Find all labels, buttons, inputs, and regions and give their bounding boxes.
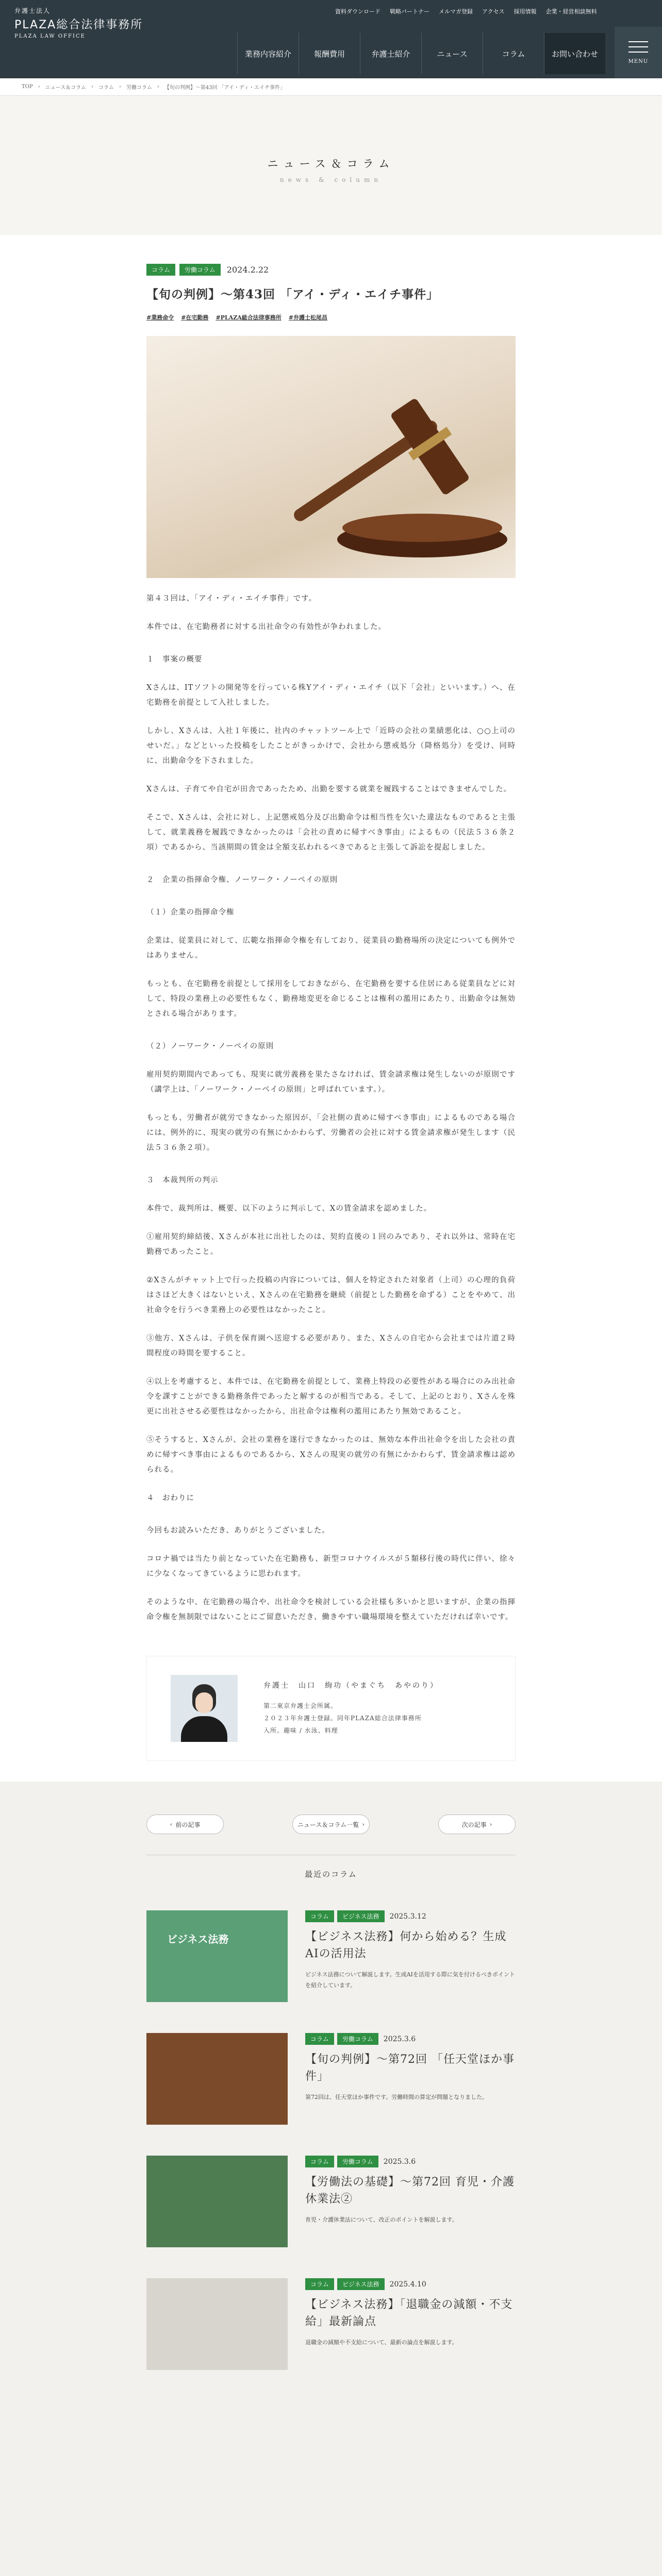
chevron-left-icon: ‹ (170, 1821, 173, 1828)
article-paragraph: ③他方、Xさんは、子供を保育園へ送迎する必要があり、また、Xさんの自宅から会社までは片道２時間程度の時間を要すること。 (146, 1334, 516, 1358)
breadcrumb-item[interactable]: 労働コラム (126, 85, 152, 91)
hashtag-list (146, 313, 516, 321)
hamburger-icon (628, 46, 648, 47)
related-date: 2025.3.6 (383, 2035, 416, 2043)
hashtag-link[interactable]: #弁護士松尾昌 (288, 314, 327, 321)
page-subtitle: news & column (279, 176, 383, 183)
article (0, 235, 662, 1782)
related-thumbnail (146, 1910, 288, 2002)
section-heading: １ 事案の概要 (146, 655, 203, 664)
article-paragraph: そのような中、在宅勤務の場合や、出社命令を検討している会社様も多いかと思いますが、企業の指揮命令権を無制限ではないことにご留意いただき、働きやすい職場環境を整えていただければ幸いです。 (146, 1598, 516, 1621)
category-tag[interactable]: 労働コラム (179, 264, 221, 276)
hashtag-link[interactable]: #業務命令 (146, 314, 174, 321)
related-thumbnail (146, 2033, 288, 2125)
article-paragraph: 第４３回は、「アイ・ディ・エイチ事件」です。 (146, 595, 317, 603)
page-title: ニュース＆コラム (267, 158, 395, 170)
article-title: 【旬の判例】〜第43回 「アイ・ディ・エイチ事件」 (146, 287, 439, 301)
chevron-right-icon: › (362, 1821, 365, 1828)
related-thumbnail (146, 2156, 288, 2247)
related-meta (305, 2278, 516, 2290)
utility-links (335, 7, 597, 15)
author-bio-line: ２０２３年弁護士登録。同年PLAZA総合法律事務所 (263, 1715, 422, 1722)
related-item-title[interactable]: 【旬の判例】〜第72回 「任天堂ほか事件」 (305, 2053, 515, 2083)
chevron-right-icon: › (489, 1821, 492, 1828)
section-heading: ２ 企業の指揮命令権、ノーワーク・ノーペイの原則 (146, 876, 338, 884)
hamburger-icon (628, 52, 648, 53)
category-tag[interactable]: 労働コラム (337, 2156, 378, 2167)
section-heading: （１）企業の指揮命令権 (146, 908, 235, 917)
avatar (171, 1675, 238, 1742)
hashtag-link[interactable]: #在宅勤務 (181, 314, 209, 321)
author-bio-line: 第二東京弁護士会所属。 (263, 1702, 338, 1709)
article-paragraph: もっとも、労働者が就労できなかった原因が、「会社側の責めに帰すべき事由」によるものである場合には、例外的に、現実の就労の有無にかかわらず、労働者の会社に対する賃金請求権が発生します（民法５３６条２項）。 (146, 1114, 516, 1152)
article-paragraph: Xさんは、ITソフトの開発等を行っている株Yアイ・ディ・エイチ（以下「会社」といいます。）へ、在宅勤務を前提として入社しました。 (146, 684, 516, 707)
list-label: ニュース＆コラム一覧 (297, 1821, 359, 1828)
article-paragraph: Xさんは、子育てや自宅が田舎であったため、出勤を要する就業を履践することはできませんでした。 (146, 785, 512, 793)
related-meta (305, 2033, 516, 2045)
top-link-free-consult[interactable]: 企業・経営相談無料 (545, 8, 597, 15)
logo-small-text: 弁護士法人 (14, 7, 51, 14)
category-tag[interactable]: コラム (305, 2156, 334, 2167)
site-logo[interactable] (14, 6, 143, 39)
author-bio-line: 入所。趣味 / 水泳、料理 (263, 1727, 338, 1734)
category-tag[interactable]: コラム (305, 2033, 334, 2045)
prev-article-button[interactable] (146, 1815, 224, 1834)
article-paragraph: コロナ禍では当たり前となっていた在宅勤務も、新型コロナウイルスが５類移行後の時代に伴い、徐々に少なくなってきているように思われます。 (146, 1555, 516, 1578)
author-card (146, 1656, 516, 1761)
prev-label: 前の記事 (175, 1821, 201, 1828)
gavel-block-top (342, 514, 502, 542)
related-title: 最近のコラム (305, 1870, 357, 1879)
nav-news[interactable]: ニュース (421, 33, 483, 74)
section-heading: 今回もお読みいただき、ありがとうございました。 (146, 1527, 330, 1535)
related-date: 2025.3.12 (389, 1912, 426, 1921)
nav-lawyers[interactable]: 弁護士紹介 (360, 33, 421, 74)
related-item-excerpt: 第72回は、任天堂ほか事件です。労働時間の算定が問題となりました。 (305, 2094, 488, 2100)
breadcrumb-item[interactable]: ニュース＆コラム (45, 85, 87, 91)
related-item-excerpt: ビジネス法務について解説します。生成AIを活用する際に気を付けるべきポイントを紹介しています。 (305, 1971, 515, 1989)
article-body (146, 591, 516, 1625)
related-meta (305, 2156, 516, 2167)
article-date: 2024.2.22 (226, 265, 269, 275)
top-link-download[interactable]: 資料ダウンロード (335, 8, 380, 15)
related-date: 2025.4.10 (389, 2280, 426, 2289)
category-tag[interactable]: コラム (146, 264, 175, 276)
related-columns (146, 1855, 516, 2370)
article-paragraph: ④以上を考慮すると、本件では、在宅勤務を前提として、業務上特段の必要性がある場合にのみ出社命令を課すことができる勤務条件であったと解するのが相当である。そして、上記のとおり、Xさんを殊更に出社させる必要性はなかったから、出社命令は権利の濫用にあたり無効であること。 (146, 1378, 516, 1416)
breadcrumb (0, 78, 662, 96)
article-meta (146, 264, 516, 276)
related-item[interactable] (146, 1910, 516, 2002)
article-paragraph: ４ おわりに (146, 1494, 194, 1502)
nav-column[interactable]: コラム (483, 33, 544, 74)
author-name: 弁護士 山口 絢功（やまぐち あやのり） (263, 1682, 439, 1690)
site-header (0, 0, 662, 78)
category-tag[interactable]: ビジネス法務 (337, 2278, 385, 2290)
article-paragraph: 雇用契約期間内であっても、現実に就労義務を果たさなければ、賃金請求権は発生しないのが原則です（講学上は、「ノーワーク・ノーペイの原則」と呼ばれています。）。 (146, 1071, 516, 1094)
article-paragraph: ②Xさんがチャット上で行った投稿の内容については、個人を特定された対象者（上司）の心理的負荷はさほど大きくはないといえ、Xさんの在宅勤務を継続（前提とした勤務を命ずる）ことをやめて、出社命令を行うべき業務上の必要性はなかったこと。 (146, 1276, 516, 1314)
breadcrumb-item[interactable]: コラム (98, 85, 114, 91)
nav-contact[interactable]: お問い合わせ (544, 33, 605, 74)
article-paragraph: 企業は、従業員に対して、広範な指揮命令権を有しており、従業員の勤務場所の決定についても例外ではありません。 (146, 937, 516, 960)
hamburger-icon (628, 41, 648, 42)
logo-main-text: PLAZA総合法律事務所 (14, 19, 143, 31)
related-meta (305, 1910, 516, 1922)
related-item-excerpt: 育児・介護休業法について、改正のポイントを解説します。 (305, 2216, 458, 2223)
category-tag[interactable]: ビジネス法務 (337, 1910, 385, 1922)
breadcrumb-separator: › (38, 84, 40, 90)
article-paragraph: そこで、Xさんは、会社に対し、上記懲戒処分及び出勤命令は相当性を欠いた違法なものであると主張して、就業義務を履践できなかったのは「会社の責めに帰すべき事由」によるもの（民法５３６条２項）であるから、当該期間の賃金は全額支払われるべきであると主張して訴訟を提起しました。 (146, 814, 516, 852)
article-paragraph: 本件で、裁判所は、概要、以下のように判示して、Xの賃金請求を認めました。 (146, 1205, 432, 1213)
article-hero-image (146, 336, 516, 578)
related-item-excerpt: 退職金の減額や不支給について、最新の論点を解説します。 (305, 2339, 458, 2346)
category-tag[interactable]: コラム (305, 2278, 334, 2290)
category-tag[interactable]: コラム (305, 1910, 334, 1922)
section-heading: ３ 本裁判所の判示 (146, 1176, 219, 1184)
related-item[interactable] (146, 2033, 516, 2125)
menu-label: MENU (628, 58, 649, 64)
breadcrumb-separator: › (157, 84, 159, 90)
thumbnail-caption: ビジネス法務 (167, 1933, 229, 1945)
pager-section (0, 1782, 662, 2391)
author-bio (263, 1700, 439, 1737)
article-paragraph: ⑤そうすると、Xさんが、会社の業務を遂行できなかったのは、無効な本件出社命令を出した会社の責めに帰すべき事由によるものであるから、Xさんの現実の就労の有無にかかわらず、賃金請求権は認められる。 (146, 1436, 516, 1474)
related-item[interactable] (146, 2278, 516, 2370)
next-label: 次の記事 (461, 1821, 487, 1828)
related-item-title[interactable]: 【労働法の基礎】〜第72回 育児・介護休業法② (305, 2176, 515, 2206)
related-item-title[interactable]: 【ビジネス法務】何から始める？生成AIの活用法 (305, 1930, 507, 1960)
related-date: 2025.3.6 (383, 2157, 416, 2166)
hashtag-link[interactable]: #PLAZA総合法律事務所 (216, 314, 282, 321)
menu-button[interactable] (615, 27, 662, 78)
article-paragraph: 本件では、在宅勤務者に対する出社命令の有効性が争われました。 (146, 623, 386, 631)
top-link-access[interactable]: アクセス (482, 8, 505, 15)
section-heading: （２）ノーワーク・ノーペイの原則 (146, 1042, 274, 1050)
category-tag[interactable]: 労働コラム (337, 2033, 378, 2045)
article-paragraph: ①雇用契約締結後、Xさんが本社に出社したのは、契約直後の１回のみであり、それ以外は、常時在宅勤務であったこと。 (146, 1233, 516, 1256)
list-button[interactable] (292, 1815, 370, 1834)
related-item-title[interactable]: 【ビジネス法務】「退職金の減額・不支給」最新論点 (305, 2298, 513, 2328)
top-link-newsletter[interactable]: メルマガ登録 (439, 8, 473, 15)
nav-fees[interactable]: 報酬費用 (299, 33, 360, 74)
top-link-partner[interactable]: 戦略パートナー (390, 8, 429, 15)
top-link-recruit[interactable]: 採用情報 (514, 8, 537, 15)
article-paragraph: しかし、Xさんは、入社１年後に、社内のチャットツール上で「近時の会社の業績悪化は、○○上司のせいだ。」などといった投稿をしたことがきっかけで、会社から懲戒処分（降格処分）を受け、同時に、出勤命令を下されました。 (146, 727, 516, 765)
pagination (146, 1815, 516, 1834)
related-list (146, 1910, 516, 2370)
logo-english-text: PLAZA LAW OFFICE (14, 33, 86, 39)
breadcrumb-item[interactable]: TOP (22, 84, 33, 90)
main-navigation (237, 33, 605, 74)
breadcrumb-separator: › (91, 84, 94, 90)
related-item[interactable] (146, 2156, 516, 2247)
nav-services[interactable]: 業務内容紹介 (237, 33, 299, 74)
breadcrumb-separator: › (119, 84, 121, 90)
related-thumbnail (146, 2278, 288, 2370)
page-heading (0, 96, 662, 235)
breadcrumb-current: 【旬の判例】〜第43回 「アイ・ディ・エイチ事件」 (164, 85, 286, 91)
article-paragraph: もっとも、在宅勤務を前提として採用をしておきながら、在宅勤務を要する住居にある従業員などに対して、特段の業務上の必要性もなく、勤務地変更を命じることは権利の濫用にあたり、出勤命令は無効とされる場合があります。 (146, 980, 516, 1018)
next-article-button[interactable] (438, 1815, 516, 1834)
